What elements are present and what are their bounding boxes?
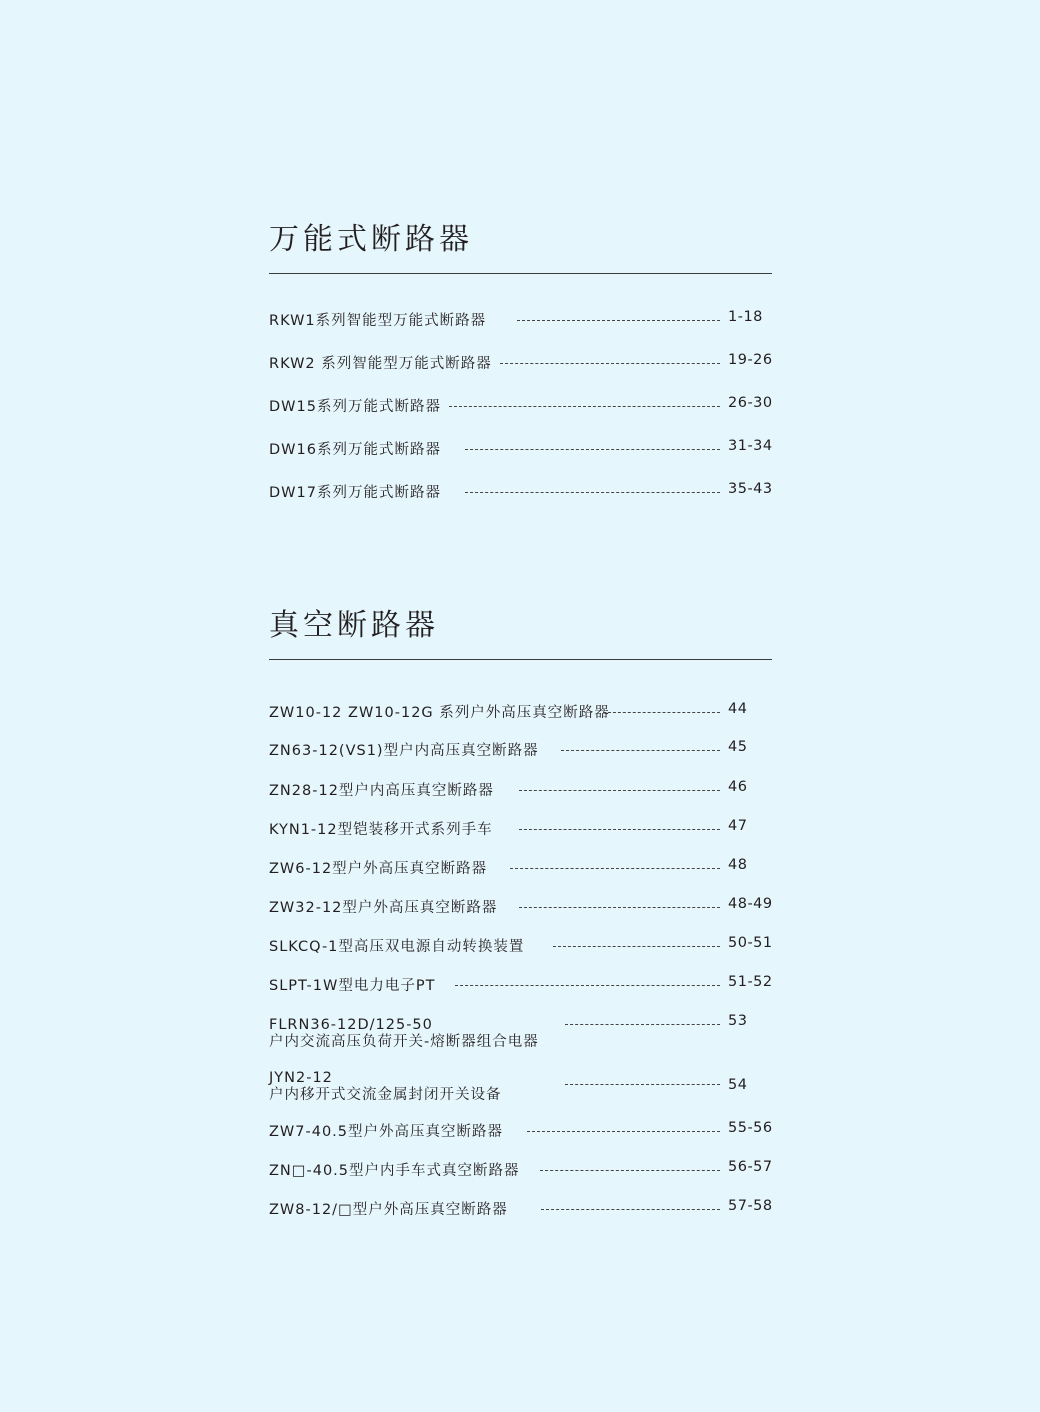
entry-page: 47 bbox=[728, 818, 748, 834]
toc-entry[interactable] bbox=[269, 1120, 773, 1158]
toc-entry[interactable] bbox=[269, 395, 773, 433]
entry-name: DW16系列万能式断路器 bbox=[269, 442, 441, 458]
entry-page: 57-58 bbox=[728, 1198, 773, 1214]
entry-name: RKW1系列智能型万能式断路器 bbox=[269, 313, 487, 329]
entry-page: 51-52 bbox=[728, 974, 773, 990]
dot-leader bbox=[510, 868, 720, 869]
dot-leader bbox=[519, 790, 720, 791]
dot-leader bbox=[540, 1170, 720, 1171]
entry-name: RKW2 系列智能型万能式断路器 bbox=[269, 356, 492, 372]
entry-page: 53 bbox=[728, 1013, 748, 1029]
toc-entry[interactable] bbox=[269, 481, 773, 519]
dot-leader bbox=[519, 907, 720, 908]
toc-entry[interactable] bbox=[269, 1198, 773, 1236]
toc-entry[interactable] bbox=[269, 935, 773, 973]
entry-page: 55-56 bbox=[728, 1120, 773, 1136]
dot-leader bbox=[449, 406, 720, 407]
entry-page: 44 bbox=[728, 701, 748, 717]
entry-page: 48 bbox=[728, 857, 748, 873]
dot-leader bbox=[465, 492, 720, 493]
toc-entry[interactable] bbox=[269, 818, 772, 856]
dot-leader bbox=[517, 320, 720, 321]
toc-entry[interactable] bbox=[269, 1070, 772, 1104]
entry-name: JYN2-12 户内移开式交流金属封闭开关设备 bbox=[269, 1070, 502, 1103]
toc-entry[interactable] bbox=[269, 438, 773, 476]
toc-entry[interactable] bbox=[269, 857, 772, 895]
toc-entry[interactable] bbox=[269, 739, 772, 777]
entry-page: 48-49 bbox=[728, 896, 773, 912]
entry-name: ZN63-12(VS1)型户内高压真空断路器 bbox=[269, 743, 539, 759]
toc-entry[interactable] bbox=[269, 1013, 772, 1051]
dot-leader bbox=[519, 829, 720, 830]
entry-page: 54 bbox=[728, 1077, 748, 1093]
entry-name: FLRN36-12D/125-50 户内交流高压负荷开关-熔断器组合电器 bbox=[269, 1017, 539, 1050]
dot-leader bbox=[465, 449, 720, 450]
dot-leader bbox=[565, 1024, 720, 1025]
dot-leader bbox=[541, 1209, 720, 1210]
entry-page: 31-34 bbox=[728, 438, 773, 454]
entry-page: 56-57 bbox=[728, 1159, 773, 1175]
toc-entry[interactable] bbox=[269, 974, 773, 1012]
dot-leader bbox=[561, 750, 720, 751]
entry-page: 50-51 bbox=[728, 935, 773, 951]
entry-page: 35-43 bbox=[728, 481, 773, 497]
entry-name: ZW8-12/□型户外高压真空断路器 bbox=[269, 1202, 508, 1218]
dot-leader bbox=[500, 363, 720, 364]
dot-leader bbox=[527, 1131, 720, 1132]
section-divider bbox=[269, 659, 772, 660]
dot-leader bbox=[455, 985, 720, 986]
toc-entry[interactable] bbox=[269, 309, 772, 347]
toc-entry[interactable] bbox=[269, 1159, 773, 1197]
section-title: 万能式断路器 bbox=[269, 222, 473, 257]
entry-name: KYN1-12型铠装移开式系列手车 bbox=[269, 822, 493, 838]
entry-name: ZW7-40.5型户外高压真空断路器 bbox=[269, 1124, 504, 1140]
entry-name: DW15系列万能式断路器 bbox=[269, 399, 441, 415]
entry-page: 26-30 bbox=[728, 395, 773, 411]
entry-name: ZN28-12型户内高压真空断路器 bbox=[269, 783, 494, 799]
entry-name: ZW32-12型户外高压真空断路器 bbox=[269, 900, 498, 916]
dot-leader bbox=[565, 1084, 720, 1085]
entry-page: 1-18 bbox=[728, 309, 763, 325]
entry-name: DW17系列万能式断路器 bbox=[269, 485, 441, 501]
toc-entry[interactable] bbox=[269, 896, 773, 934]
section-divider bbox=[269, 273, 772, 274]
entry-name: SLPT-1W型电力电子PT bbox=[269, 978, 436, 994]
toc-entry[interactable] bbox=[269, 352, 773, 390]
entry-name: ZW6-12型户外高压真空断路器 bbox=[269, 861, 488, 877]
entry-name: ZW10-12 ZW10-12G 系列户外高压真空断路器 bbox=[269, 705, 610, 721]
entry-page: 19-26 bbox=[728, 352, 773, 368]
entry-page: 46 bbox=[728, 779, 748, 795]
entry-name: SLKCQ-1型高压双电源自动转换装置 bbox=[269, 939, 525, 955]
toc-entry[interactable] bbox=[269, 701, 772, 739]
dot-leader bbox=[553, 946, 720, 947]
section-title: 真空断路器 bbox=[269, 608, 439, 643]
toc-entry[interactable] bbox=[269, 779, 772, 817]
dot-leader bbox=[603, 712, 720, 713]
entry-page: 45 bbox=[728, 739, 748, 755]
entry-name: ZN□-40.5型户内手车式真空断路器 bbox=[269, 1163, 520, 1179]
